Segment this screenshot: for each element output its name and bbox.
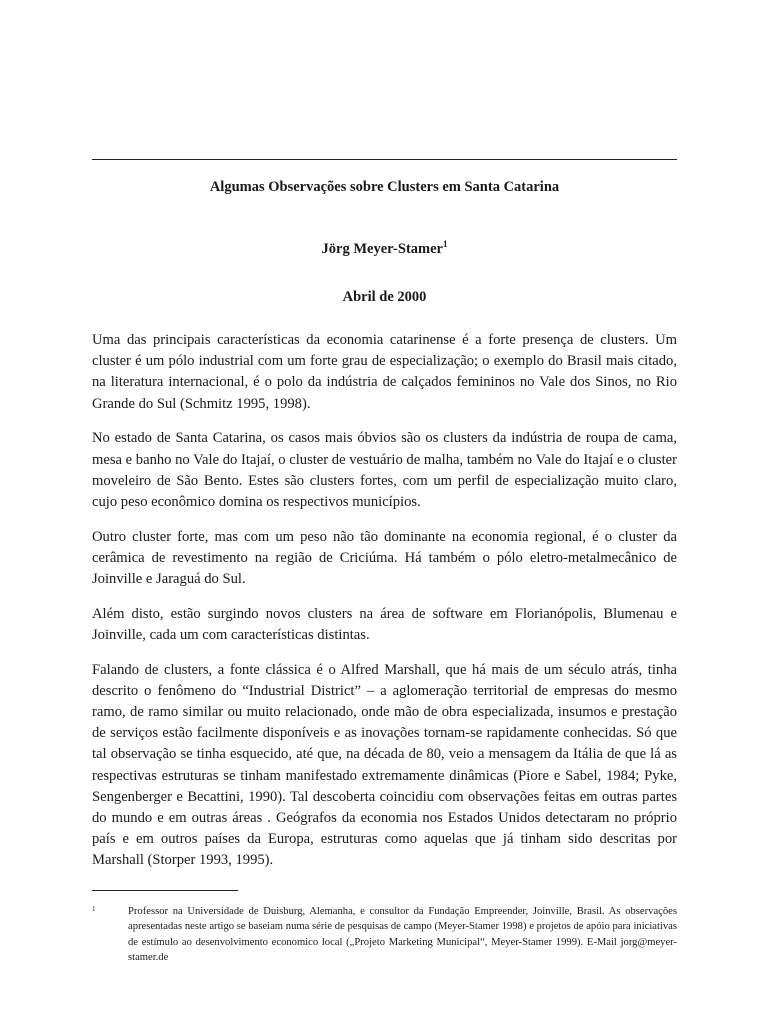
footnote-text: Professor na Universidade de Duisburg, Alemanha, e consultor da Fundação Empreender, Joinville, Brasil. As observações apresentadas neste artigo se baseiam numa série de pesquisas de campo (Meyer-Stamer 1998) e projetos de apóio para iniciativas de estímulo ao desenvolvimento economico local („Projeto Marketing Municipal“, Meyer-Stamer 1999). E-Mail jorg@meyer-stamer.de (128, 906, 677, 964)
author-footnote-mark: 1 (442, 239, 448, 249)
paper-title: Algumas Observações sobre Clusters em Santa Catarina (209, 179, 560, 195)
paper-date: Abril de 2000 (342, 289, 427, 305)
paragraph-3: Outro cluster forte, mas com um peso não tão dominante na economia regional, é o cluster da cerâmica de revestimento na região de Criciúma. Há também o pólo eletro-metalmecânico de Joinville e Jaraguá do Sul. (92, 528, 677, 588)
paragraph-4: Além disto, estão surgindo novos clusters na área de software em Florianópolis, Blumenau e Joinville, cada um com características distintas. (92, 605, 677, 643)
paragraph-2: No estado de Santa Catarina, os casos mais óbvios são os clusters da indústria de roupa de cama, mesa e banho no Vale do Itajaí, o cluster de vestuário de malha, também no Vale do Itajaí e o cluster moveleiro de São Bento. Estes são clusters fortes, com um perfil de especialização muito claro, cujo peso econômico domina os respectivos municípios. (92, 430, 677, 510)
top-rule (92, 159, 677, 160)
footnote-mark: 1 (92, 905, 96, 913)
author-line (92, 240, 677, 258)
footnote-separator (92, 890, 238, 891)
author-name: Jörg Meyer-Stamer (321, 241, 443, 257)
body-text (92, 330, 677, 885)
paragraph-1: Uma das principais características da economia catarinense é a forte presença de clusters. Um cluster é um pólo industrial com um forte grau de especialização; o exemplo do Brasil mais citado, na literatura internacional, é o polo da indústria de calçados femininos no Vale dos Sinos, no Rio Grande do Sul (Schmitz 1995, 1998). (92, 332, 677, 412)
paragraph-5: Falando de clusters, a fonte clássica é o Alfred Marshall, que há mais de um século atrás, tinha descrito o fenômeno do “Industrial District” – a aglomeração territorial de empresas do mesmo ramo, de ramo similar ou muito relacionado, onde mão de obra especializada, insumos e prestação de serviços estão facilmente disponíveis e as inovações tornam-se rapidamente conhecidas. Só que tal observação se tinha esquecido, até que, na década de 80, veio a mensagem da Itália de que lá as respectivas estruturas se tinham manifestado extremamente dinâmicas (Piore e Sabel, 1984; Pyke, Sengenberger e Becattini, 1990). Tal descoberta coincidiu com observações feitas em outras partes do mundo e em outras áreas . Geógrafos da economia nos Estados Unidos detectaram no próprio país e em outros países da Europa, estruturas como aquelas que já tinham sido descritas por Marshall (Storper 1993, 1995). (92, 661, 677, 869)
footnote (92, 904, 677, 966)
